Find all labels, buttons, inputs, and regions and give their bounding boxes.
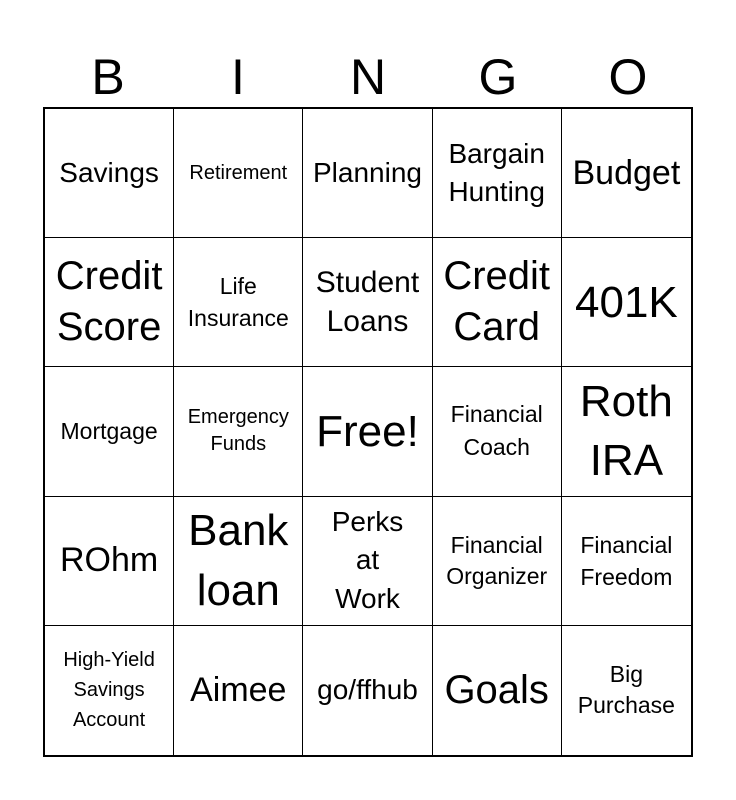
cell-label: Roth IRA <box>579 377 673 486</box>
bingo-cell[interactable] <box>562 497 691 626</box>
cell-label: Free! <box>316 406 419 456</box>
bingo-cell[interactable] <box>174 626 303 755</box>
cell-label: Big Purchase <box>577 661 675 719</box>
cell-label: Student Loans <box>315 266 420 339</box>
bingo-cell[interactable] <box>174 238 303 367</box>
cell-label: Savings <box>59 156 159 188</box>
cell-label: ROhm <box>59 541 159 580</box>
bingo-cell[interactable] <box>433 109 562 238</box>
cell-label: Perks at Work <box>331 505 404 614</box>
bingo-board <box>43 107 693 757</box>
bingo-cell[interactable] <box>174 497 303 626</box>
cell-label: Budget <box>572 153 681 192</box>
cell-label: Planning <box>313 156 422 188</box>
bingo-cell[interactable] <box>303 367 432 496</box>
cell-label: 401K <box>575 277 678 327</box>
cell-label: Goals <box>444 667 549 712</box>
cell-label: Financial Coach <box>450 401 543 461</box>
bingo-cell[interactable] <box>433 626 562 755</box>
bingo-cell[interactable] <box>45 497 174 626</box>
cell-label: Bank loan <box>188 506 289 615</box>
bingo-cell[interactable] <box>433 367 562 496</box>
header-letter-n: N <box>349 49 387 105</box>
bingo-cell[interactable] <box>174 367 303 496</box>
bingo-cell[interactable] <box>562 109 691 238</box>
cell-label: Credit Score <box>55 254 163 350</box>
cell-label: Bargain Hunting <box>448 138 545 208</box>
cell-label: Mortgage <box>60 418 158 445</box>
bingo-cell[interactable] <box>562 626 691 755</box>
bingo-cell[interactable] <box>174 109 303 238</box>
cell-label: Financial Organizer <box>446 531 548 589</box>
bingo-cell[interactable] <box>45 367 174 496</box>
cell-label: Credit Card <box>443 254 551 350</box>
cell-label: go/ffhub <box>317 674 418 706</box>
bingo-cell[interactable] <box>45 109 174 238</box>
bingo-cell[interactable] <box>303 497 432 626</box>
header-letter-i: I <box>231 49 245 105</box>
cell-label: Financial Freedom <box>580 531 673 590</box>
cell-label: Emergency Funds <box>187 406 289 456</box>
bingo-cell[interactable] <box>303 109 432 238</box>
header-letter-g: G <box>478 49 518 105</box>
cell-label: Aimee <box>190 670 287 709</box>
bingo-cell[interactable] <box>45 238 174 367</box>
bingo-header <box>43 46 693 108</box>
cell-label: High-Yield Savings Account <box>63 649 155 732</box>
cell-label: Life Insurance <box>187 273 289 332</box>
bingo-cell[interactable] <box>562 367 691 496</box>
header-letter-b: B <box>91 49 125 105</box>
bingo-cell[interactable] <box>303 238 432 367</box>
header-letter-o: O <box>608 49 648 105</box>
bingo-cell[interactable] <box>303 626 432 755</box>
cell-label: Retirement <box>189 162 288 185</box>
bingo-cell[interactable] <box>433 497 562 626</box>
bingo-cell[interactable] <box>45 626 174 755</box>
bingo-cell[interactable] <box>562 238 691 367</box>
bingo-cell[interactable] <box>433 238 562 367</box>
